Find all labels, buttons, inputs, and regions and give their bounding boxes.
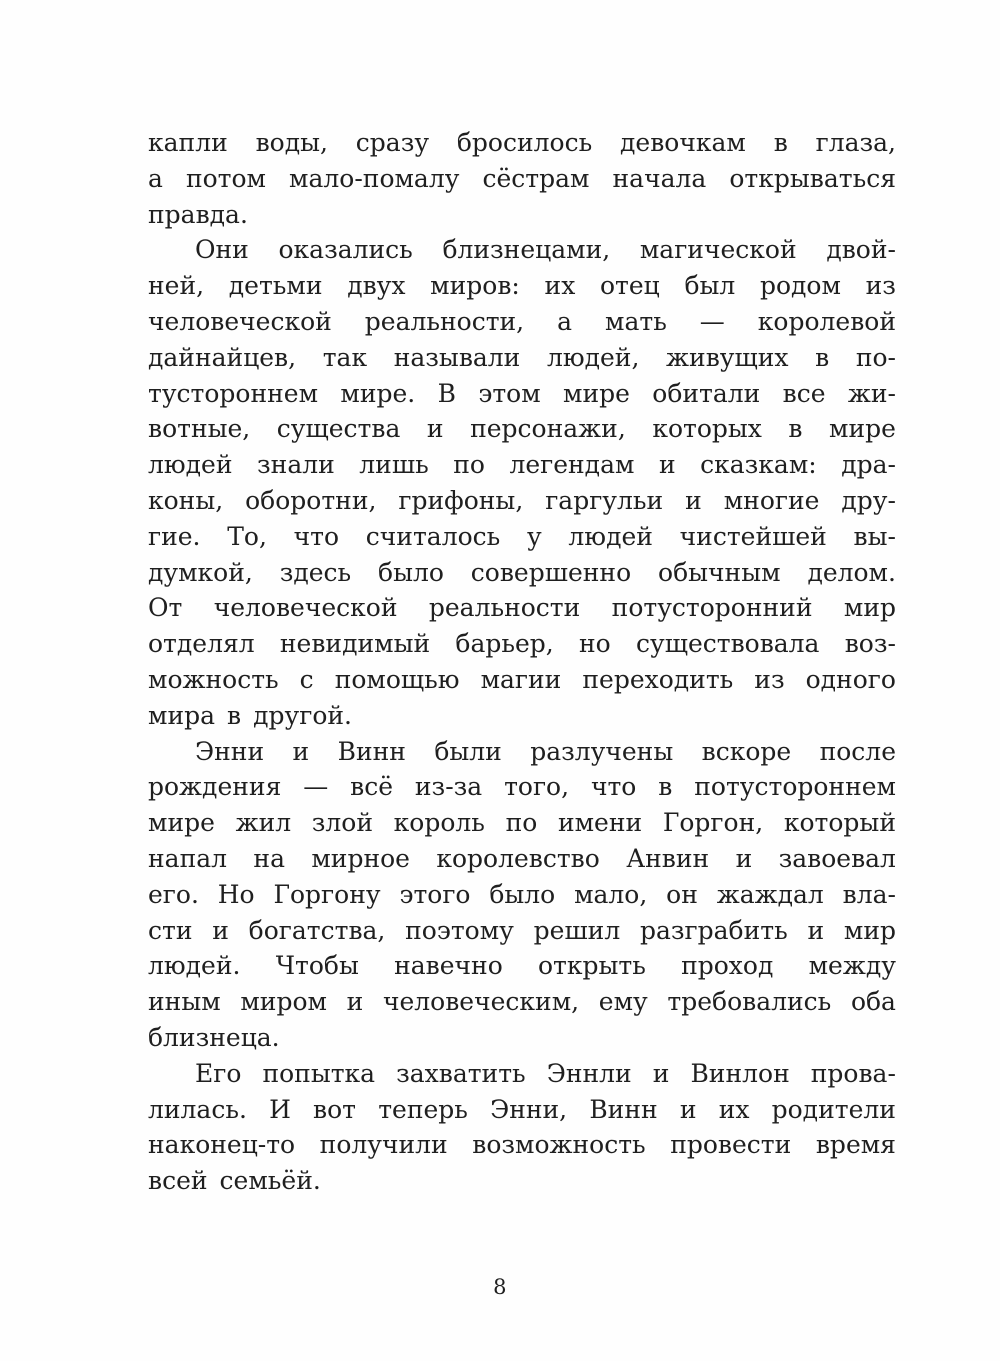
text-line: думкой, здесь было совершенно обычным делом. xyxy=(148,557,896,587)
text-line: От человеческой реальности потусторонний мир xyxy=(148,593,896,623)
text-line: мира в другой. xyxy=(148,700,352,730)
text-line: ней, детьми двух миров: их отец был родом из xyxy=(148,271,896,301)
text-line: гие. То, что считалось у людей чистейшей вы- xyxy=(148,521,896,551)
text-line: лилась. И вот теперь Энни, Винн и их родители xyxy=(148,1094,896,1124)
text-line: отделял невидимый барьер, но существовала воз- xyxy=(148,629,896,659)
text-line: можность с помощью магии переходить из одного xyxy=(148,664,896,694)
text-line: правда. xyxy=(148,199,248,229)
text-line: всей семьёй. xyxy=(148,1166,321,1196)
text-line: Энни и Винн были разлучены вскоре после xyxy=(195,736,896,766)
text-line: Его попытка захватить Эннли и Винлон прова- xyxy=(195,1058,896,1088)
text-line: тустороннем мире. В этом мире обитали все жи- xyxy=(148,378,896,408)
text-line: его. Но Горгону этого было мало, он жаждал вла- xyxy=(148,879,896,909)
text-line: мире жил злой король по имени Горгон, который xyxy=(148,808,896,838)
page-number: 8 xyxy=(493,1275,507,1299)
text-line: наконец-то получили возможность провести время xyxy=(148,1130,896,1160)
text-line: вотные, существа и персонажи, которых в мире xyxy=(148,414,896,444)
text-line: людей. Чтобы навечно открыть проход между xyxy=(148,951,896,981)
text-line: дайнайцев, так называли людей, живущих в по- xyxy=(148,342,896,372)
text-line: коны, оборотни, грифоны, гаргульи и многие дру- xyxy=(148,485,896,515)
text-line: капли воды, сразу бросилось девочкам в глаза, xyxy=(148,128,896,157)
text-line: людей знали лишь по легендам и сказкам: дра- xyxy=(148,450,896,480)
text-line: рождения — всё из-за того, что в потустороннем xyxy=(148,772,896,802)
body-text xyxy=(148,125,896,1199)
text-line: сти и богатства, поэтому решил разграбить и мир xyxy=(148,915,896,945)
text-line: а потом мало-помалу сёстрам начала открываться xyxy=(148,163,896,193)
text-line: напал на мирное королевство Анвин и завоевал xyxy=(148,843,896,873)
text-line: иным миром и человеческим, ему требовались оба xyxy=(148,987,896,1017)
text-line: человеческой реальности, а мать — королевой xyxy=(148,306,896,336)
text-line: Они оказались близнецами, магической двой- xyxy=(195,235,896,265)
text-line: близнеца. xyxy=(148,1022,280,1052)
